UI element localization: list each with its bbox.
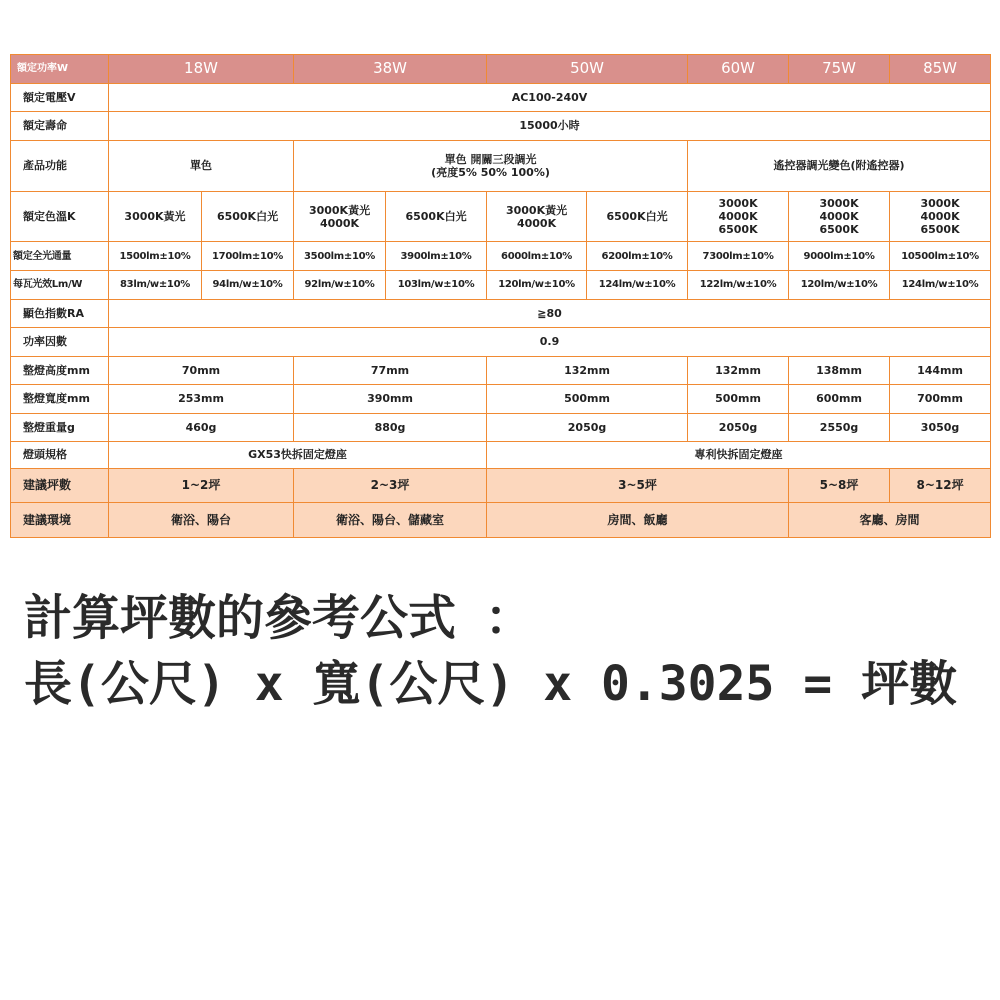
cell-flux: 1500lm±10% (109, 242, 202, 271)
row-function (11, 140, 991, 191)
cell-flux: 6000lm±10% (487, 242, 587, 271)
cell-env: 衛浴、陽台 (109, 503, 294, 538)
cell-base-gx53: GX53快拆固定燈座 (109, 442, 487, 468)
cell-efficacy: 103lm/w±10% (386, 271, 487, 300)
cell-height: 70mm (109, 356, 294, 385)
row-power (11, 55, 991, 84)
row-width (11, 385, 991, 414)
cell-env: 衛浴、陽台、儲藏室 (294, 503, 487, 538)
row-efficacy (11, 271, 991, 300)
cell-weight: 2050g (487, 413, 688, 442)
cell-flux: 3500lm±10% (294, 242, 386, 271)
label-weight: 整燈重量g (11, 413, 109, 442)
formula-title: 計算坪數的參考公式 ： (24, 590, 533, 646)
cell-power-75w: 75W (789, 55, 890, 84)
label-flux: 額定全光通量 (11, 242, 109, 271)
cell-env: 客廳、房間 (789, 503, 991, 538)
label-area: 建議坪數 (11, 468, 109, 503)
cell-weight: 2550g (789, 413, 890, 442)
cell-color-temp: 3000K黃光 4000K (294, 191, 386, 242)
cell-width: 500mm (688, 385, 789, 414)
cell-color-temp: 3000K黃光 4000K (487, 191, 587, 242)
cell-efficacy: 124lm/w±10% (890, 271, 991, 300)
cell-color-temp: 3000K 4000K 6500K (890, 191, 991, 242)
row-base (11, 442, 991, 468)
cell-efficacy: 120lm/w±10% (789, 271, 890, 300)
cell-area: 5~8坪 (789, 468, 890, 503)
row-area (11, 468, 991, 503)
cell-color-temp: 3000K 4000K 6500K (688, 191, 789, 242)
row-height (11, 356, 991, 385)
cell-flux: 7300lm±10% (688, 242, 789, 271)
cell-width: 600mm (789, 385, 890, 414)
cell-height: 132mm (688, 356, 789, 385)
cell-lifespan: 15000小時 (109, 112, 991, 141)
label-base: 燈頭規格 (11, 442, 109, 468)
cell-pf: 0.9 (109, 328, 991, 357)
cell-color-temp: 3000K黃光 (109, 191, 202, 242)
cell-area: 8~12坪 (890, 468, 991, 503)
cell-weight: 460g (109, 413, 294, 442)
cell-width: 253mm (109, 385, 294, 414)
cell-height: 132mm (487, 356, 688, 385)
cell-width: 500mm (487, 385, 688, 414)
cell-env: 房間、飯廳 (487, 503, 789, 538)
cell-flux: 10500lm±10% (890, 242, 991, 271)
cell-power-50w: 50W (487, 55, 688, 84)
row-env (11, 503, 991, 538)
cell-color-temp: 6500K白光 (202, 191, 294, 242)
cell-function-single: 單色 (109, 140, 294, 191)
formula-expression: 長(公尺) x 寬(公尺) x 0.3025 = 坪數 (24, 656, 958, 712)
cell-efficacy: 83lm/w±10% (109, 271, 202, 300)
row-lifespan (11, 112, 991, 141)
cell-efficacy: 122lm/w±10% (688, 271, 789, 300)
cell-flux: 3900lm±10% (386, 242, 487, 271)
cell-area: 3~5坪 (487, 468, 789, 503)
cell-base-patent: 專利快拆固定燈座 (487, 442, 991, 468)
label-efficacy: 每瓦光效Lm/W (11, 271, 109, 300)
cell-color-temp: 3000K 4000K 6500K (789, 191, 890, 242)
cell-power-60w: 60W (688, 55, 789, 84)
row-color-temp (11, 191, 991, 242)
cell-height: 138mm (789, 356, 890, 385)
cell-weight: 3050g (890, 413, 991, 442)
label-power: 額定功率W (11, 55, 109, 84)
label-height: 整燈高度mm (11, 356, 109, 385)
cell-color-temp: 6500K白光 (386, 191, 487, 242)
label-width: 整燈寬度mm (11, 385, 109, 414)
row-flux (11, 242, 991, 271)
cell-area: 1~2坪 (109, 468, 294, 503)
cell-weight: 880g (294, 413, 487, 442)
spec-table (10, 54, 991, 538)
row-cri (11, 299, 991, 328)
label-cri: 顯色指數RA (11, 299, 109, 328)
row-voltage (11, 83, 991, 112)
cell-efficacy: 120lm/w±10% (487, 271, 587, 300)
label-color-temp: 額定色溫K (11, 191, 109, 242)
cell-width: 390mm (294, 385, 487, 414)
cell-height: 144mm (890, 356, 991, 385)
cell-power-38w: 38W (294, 55, 487, 84)
cell-height: 77mm (294, 356, 487, 385)
cell-voltage: AC100-240V (109, 83, 991, 112)
label-function: 產品功能 (11, 140, 109, 191)
cell-color-temp: 6500K白光 (587, 191, 688, 242)
label-lifespan: 額定壽命 (11, 112, 109, 141)
cell-function-switch: 單色 開關三段調光 (亮度5% 50% 100%) (294, 140, 688, 191)
row-weight (11, 413, 991, 442)
cell-function-remote: 遙控器調光變色(附遙控器) (688, 140, 991, 191)
cell-efficacy: 94lm/w±10% (202, 271, 294, 300)
cell-weight: 2050g (688, 413, 789, 442)
cell-efficacy: 124lm/w±10% (587, 271, 688, 300)
label-env: 建議環境 (11, 503, 109, 538)
cell-flux: 1700lm±10% (202, 242, 294, 271)
cell-power-18w: 18W (109, 55, 294, 84)
cell-efficacy: 92lm/w±10% (294, 271, 386, 300)
cell-cri: ≧80 (109, 299, 991, 328)
cell-power-85w: 85W (890, 55, 991, 84)
label-voltage: 額定電壓V (11, 83, 109, 112)
cell-flux: 6200lm±10% (587, 242, 688, 271)
cell-flux: 9000lm±10% (789, 242, 890, 271)
row-pf (11, 328, 991, 357)
cell-width: 700mm (890, 385, 991, 414)
label-pf: 功率因數 (11, 328, 109, 357)
cell-area: 2~3坪 (294, 468, 487, 503)
